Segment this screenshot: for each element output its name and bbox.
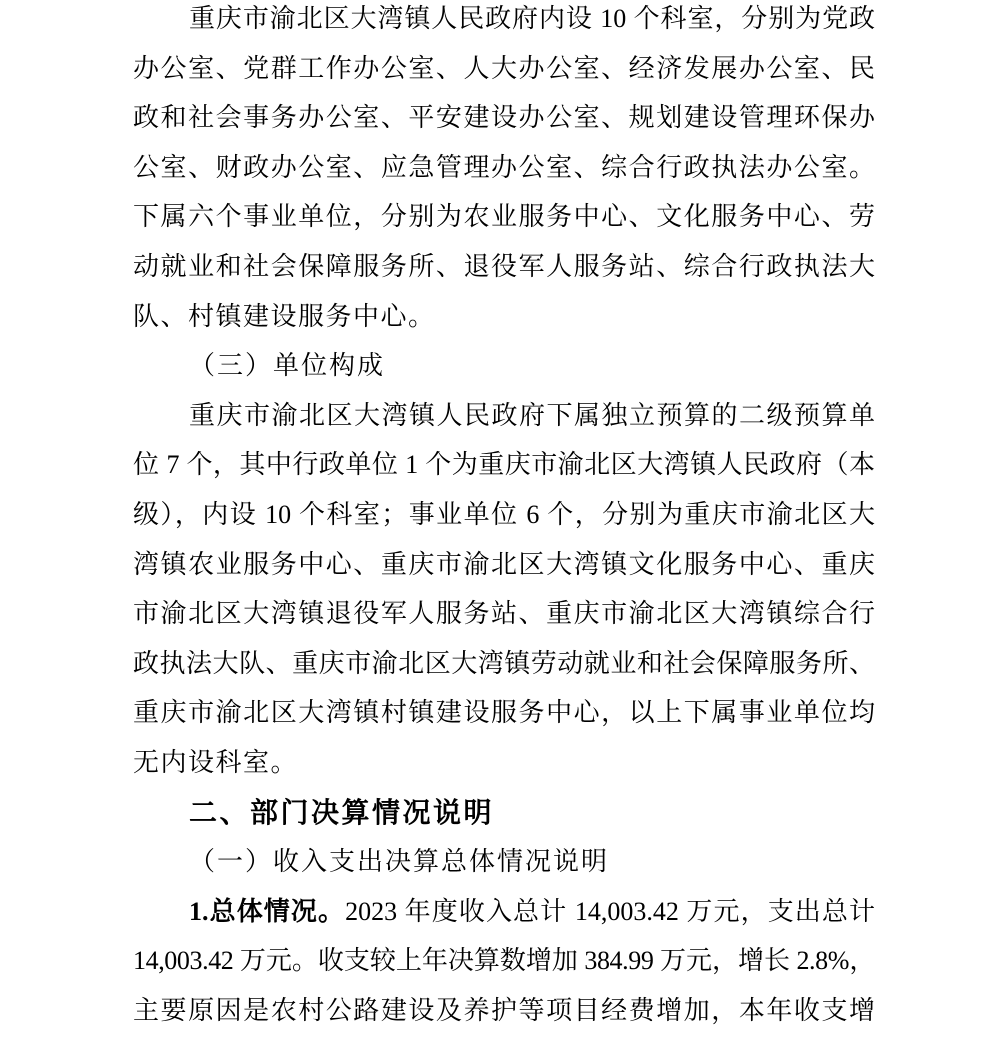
body-line-budget-units-2: 位 7 个，其中行政单位 1 个为重庆市渝北区大湾镇人民政府（本 [133,450,875,480]
body-line-budget-units-8: 无内设科室。 [133,747,299,777]
body-line-institutions-1: 下属六个事业单位，分别为农业服务中心、文化服务中心、劳 [133,202,875,232]
body-line-offices-3: 政和社会事务办公室、平安建设办公室、规划建设管理环保办 [133,103,875,133]
body-line-budget-units-3: 级），内设 10 个科室；事业单位 6 个，分别为重庆市渝北区大 [133,499,875,529]
body-line-budget-units-6: 政执法大队、重庆市渝北区大湾镇劳动就业和社会保障服务所、 [133,648,875,678]
subsection-heading-overview: （一）收入支出决算总体情况说明 [189,847,610,877]
body-line-overall-3: 主要原因是农村公路建设及养护等项目经费增加，本年收支增 [133,995,875,1025]
body-line-budget-units-1: 重庆市渝北区大湾镇人民政府下属独立预算的二级预算单 [189,400,875,430]
body-line-institutions-3: 队、村镇建设服务中心。 [133,301,436,331]
body-line-budget-units-5: 市渝北区大湾镇退役军人服务站、重庆市渝北区大湾镇综合行 [133,599,875,629]
body-line-offices-4: 公室、财政办公室、应急管理办公室、综合行政执法办公室。 [133,152,875,182]
body-line-budget-units-7: 重庆市渝北区大湾镇村镇建设服务中心，以上下属事业单位均 [133,698,875,728]
section-heading-final-accounts: 二、部门决算情况说明 [189,796,495,828]
body-line-offices-intro: 重庆市渝北区大湾镇人民政府内设 10 个科室，分别为党政 [189,4,875,33]
body-line-offices-2: 办公室、党群工作办公室、人大办公室、经济发展办公室、民 [133,53,875,83]
body-line-overall-2: 14,003.42 万元。收支较上年决算数增加 384.99 万元，增长 2.8%， [133,946,875,976]
body-line-budget-units-4: 湾镇农业服务中心、重庆市渝北区大湾镇文化服务中心、重庆 [133,549,875,579]
body-line-institutions-2: 动就业和社会保障服务所、退役军人服务站、综合行政执法大 [133,251,875,281]
section-heading-unit-composition: （三）单位构成 [189,351,386,381]
body-line-overall-1: 1.总体情况。2023 年度收入总计 14,003.42 万元，支出总计 [189,896,875,926]
